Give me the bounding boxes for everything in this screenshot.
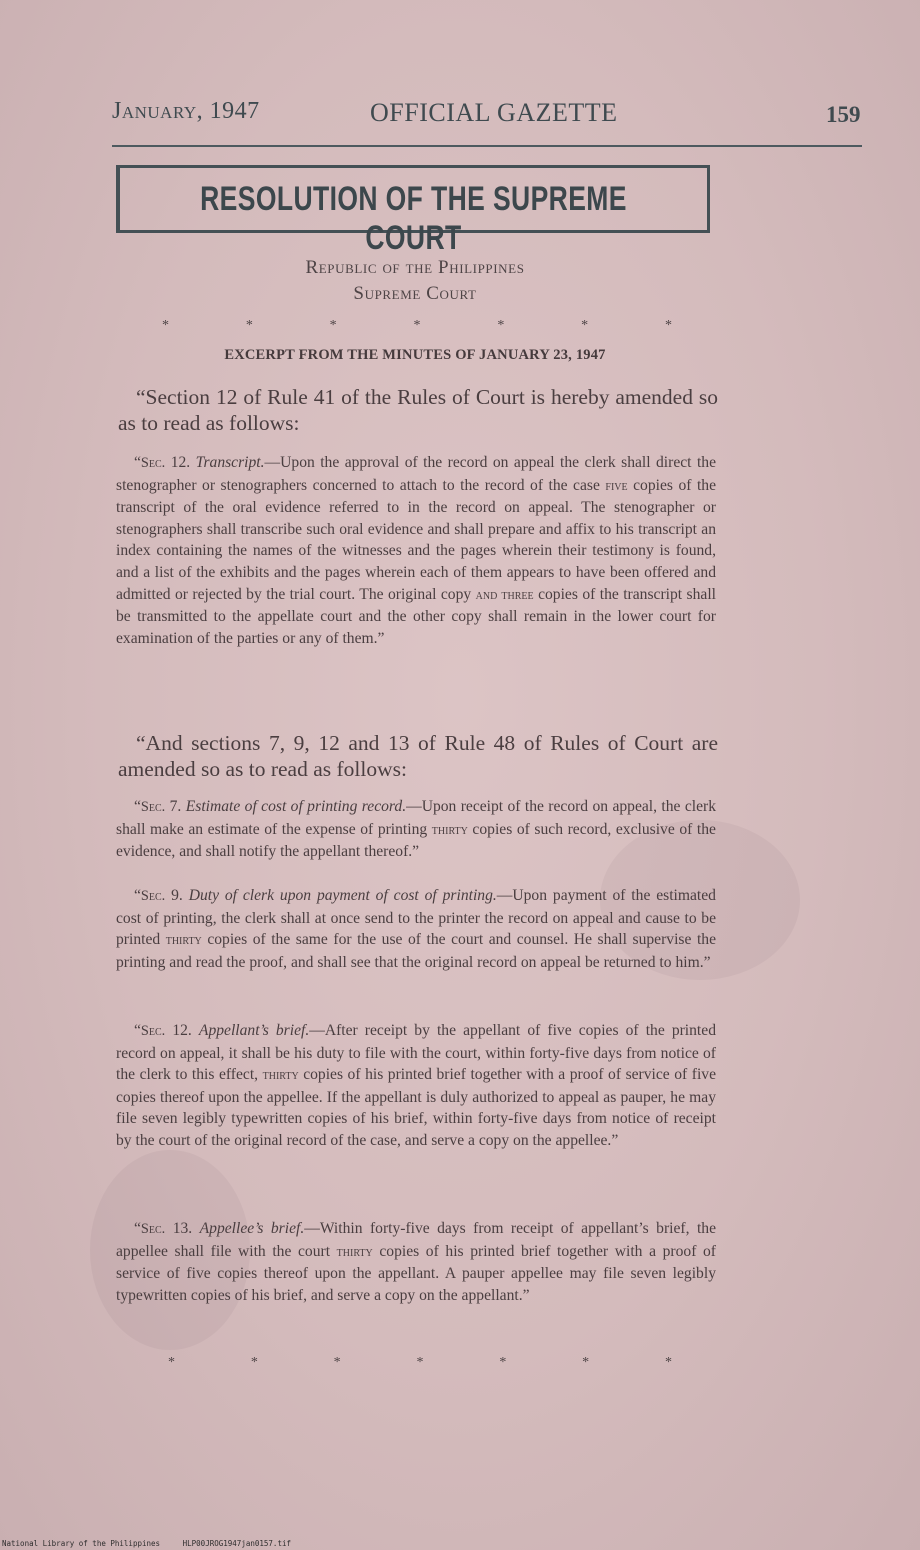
separator-star: *	[168, 1355, 175, 1370]
section-text: copies of the transcript of the oral evidence referred to in the record on appeal. The stenographer or stenographers shall transcribe such oral evidence and shall prepare and affix to his transcript an index containing the names of the witnesses and the pages wherein their testimony is found, and a list of the exhibits and the pages wherein each of them appears to have been offered and admitted or rejected by the trial court. The original copy	[116, 476, 716, 603]
footer-filename: HLP00JROG1947jan0157.tif	[182, 1539, 291, 1548]
sec-label: Sec.	[140, 1023, 166, 1039]
open-quote: “	[134, 454, 141, 471]
sec-number: 13.	[165, 1220, 200, 1237]
open-quote: “	[134, 1022, 141, 1039]
sec-number: 12.	[165, 454, 196, 471]
header-date: January, 1947	[112, 98, 260, 124]
separator-star: *	[416, 1355, 424, 1370]
separator-star: *	[162, 318, 169, 333]
emphasis-text: five	[605, 477, 628, 494]
sec-number: 7.	[165, 798, 186, 815]
emphasis-text: thirty	[431, 821, 468, 838]
section-text: copies of the transcript shall be transmitted to the appellate court and the other copy shall remain in the lower court for examination of the parties or any of them.”	[116, 585, 716, 647]
section-text: —Within forty-five days from receipt of appellant’s brief, the appellee shall file with the court	[116, 1220, 716, 1260]
emphasis-text: thirty	[262, 1067, 299, 1084]
scan-footer	[2, 1539, 291, 1548]
separator-star: *	[581, 318, 589, 333]
open-quote: “	[134, 1220, 141, 1237]
emphasis-text: thirty	[336, 1243, 373, 1260]
lead-paragraph-rule-41: “Section 12 of Rule 41 of the Rules of Court is hereby amended so as to read as follows:	[118, 385, 718, 435]
section-text: copies of his printed brief together with a proof of service of five copies thereof upon the appellant. A pauper appellee may file seven legibly typewritten copies of his brief, and serve a copy on the appellant.”	[116, 1242, 716, 1304]
separator-star: *	[664, 1355, 672, 1370]
section-12-transcript	[116, 452, 716, 649]
subheading-court: Supreme Court	[353, 283, 477, 304]
section-heading: Appellant’s brief.	[198, 1022, 310, 1039]
section-text: copies of his printed brief together with a proof of service of five copies thereof upon the appellee. If the appellant is duly authorized to appeal as pauper, he may file seven legibly typewritten copies of his brief, within forty-five days from notice of receipt by the court of the original record of the case, and serve a copy on the appellee.”	[116, 1066, 717, 1149]
section-text: —Upon receipt of the record on appeal, the clerk shall make an estimate of the expense of printing	[116, 798, 716, 838]
section-heading: Duty of clerk upon payment of cost of printing.	[188, 887, 497, 904]
separator-stars-top	[162, 318, 672, 334]
section-text: —After receipt by the appellant of five copies of the printed record on appeal, it shall be his duty to file with the court, within forty-five days from notice of the clerk to this effect,	[116, 1022, 716, 1084]
open-quote: “	[134, 887, 141, 904]
sec-label: Sec.	[140, 799, 166, 815]
section-12-appellants-brief	[116, 1020, 716, 1152]
separator-star: *	[664, 318, 672, 333]
separator-star: *	[413, 318, 421, 333]
sec-number: 9.	[165, 887, 189, 904]
open-quote: “	[134, 798, 141, 815]
footer-library: National Library of the Philippines	[2, 1539, 161, 1548]
section-heading: Appellee’s brief.	[199, 1220, 305, 1237]
section-heading: Transcript.	[195, 454, 265, 471]
page-title: RESOLUTION OF THE SUPREME COURT	[200, 180, 627, 257]
subheading-republic: Republic of the Philippines	[305, 257, 525, 278]
separator-star: *	[245, 318, 253, 333]
section-text: —Upon payment of the estimated cost of printing, the clerk shall at once send to the printer the record on appeal and cause to be printed	[116, 887, 716, 949]
sec-label: Sec.	[140, 1221, 166, 1237]
separator-stars-bottom	[168, 1355, 672, 1371]
sec-label: Sec.	[140, 455, 166, 471]
separator-star: *	[582, 1355, 590, 1370]
emphasis-text: and three	[475, 586, 534, 603]
lead-paragraph-rule-48: “And sections 7, 9, 12 and 13 of Rule 48 of Rules of Court are amended so as to read as follows:	[118, 731, 718, 781]
header-publication: OFFICIAL GAZETTE	[370, 98, 618, 127]
section-heading: Estimate of cost of printing record.	[185, 798, 407, 815]
separator-star: *	[333, 1355, 341, 1370]
header-rule	[112, 145, 862, 147]
title-box	[116, 165, 710, 257]
section-9-duty-of-clerk	[116, 885, 716, 973]
excerpt-heading: EXCERPT FROM THE MINUTES OF JANUARY 23, 1947	[224, 347, 606, 363]
section-text: copies of such record, exclusive of the evidence, and shall notify the appellant thereof.”	[116, 820, 716, 861]
separator-star: *	[497, 318, 505, 333]
separator-star: *	[499, 1355, 507, 1370]
sec-number: 12.	[165, 1022, 199, 1039]
section-7-estimate	[116, 796, 716, 863]
separator-star: *	[250, 1355, 258, 1370]
separator-star: *	[329, 318, 337, 333]
emphasis-text: thirty	[165, 932, 202, 949]
section-text: copies of the same for the use of the court and counsel. He shall supervise the printing and read the proof, and shall see that the original record on appeal be returned to him.”	[116, 931, 716, 971]
page-number: 159	[826, 102, 861, 127]
sec-label: Sec.	[140, 888, 166, 904]
section-13-appellees-brief	[116, 1218, 716, 1306]
section-text: —Upon the approval of the record on appeal the clerk shall direct the stenographer or stenographers concerned to attach to the record of the case	[116, 454, 716, 494]
